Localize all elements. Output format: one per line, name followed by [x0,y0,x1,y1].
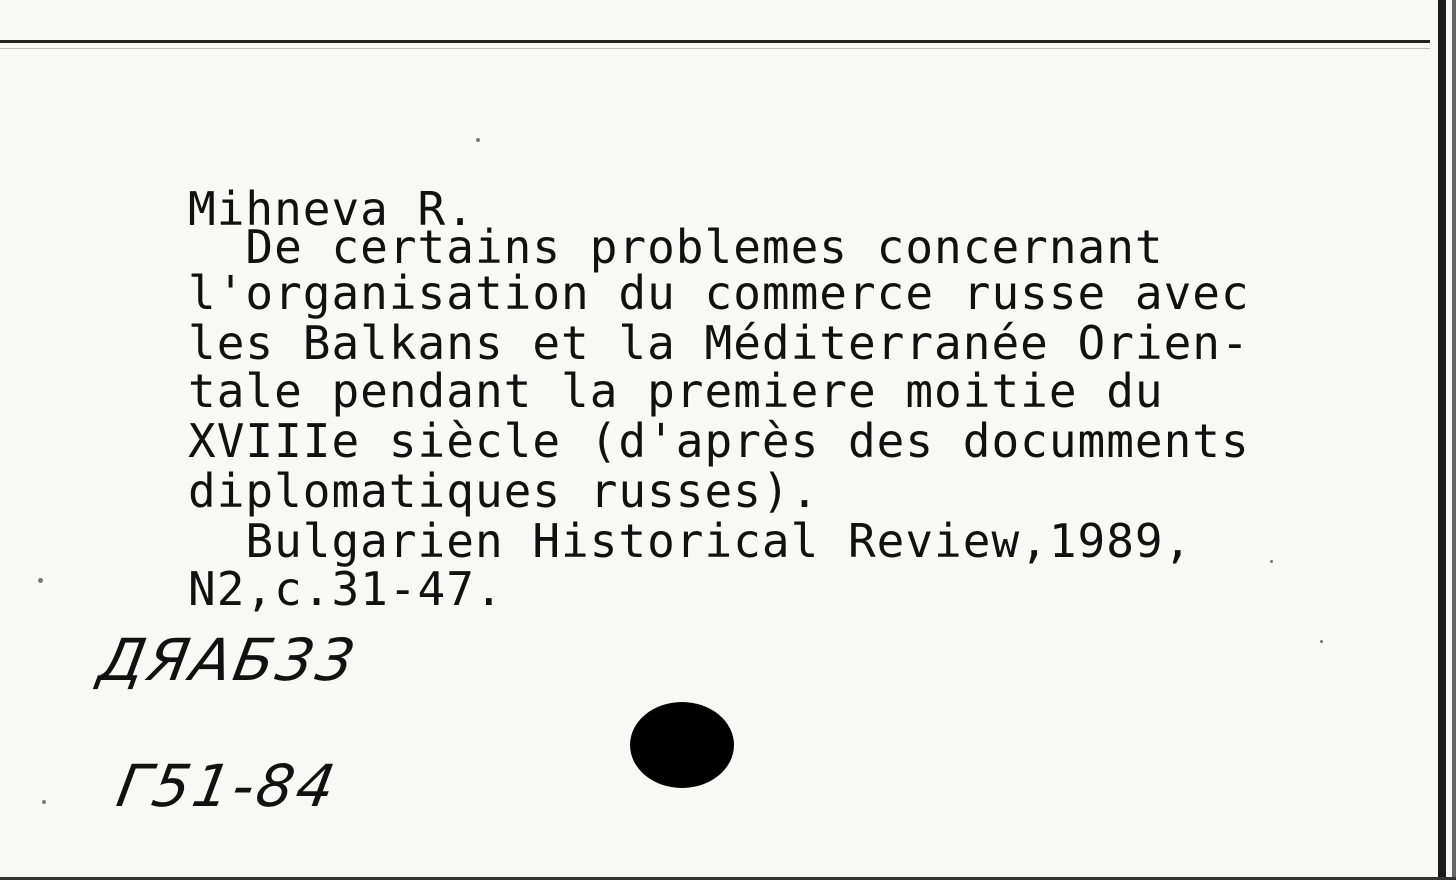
title-line-6: diplomatiques russes). [188,464,820,518]
scan-speck [42,800,46,804]
top-rule-line [0,40,1430,43]
card-right-edge-outer [1452,0,1456,880]
scan-speck [1320,640,1323,643]
top-rule-line-thin [0,48,1430,49]
handwritten-code-2: Г51-84 [112,752,343,820]
source-line-1: Bulgarien Historical Review,1989, [188,514,1193,568]
author-name: Mihneva R. [188,182,475,236]
title-line-3: les Balkans et la Méditerranée Orien- [188,316,1250,370]
scan-speck [1270,560,1273,563]
title-line-2: l'organisation du commerce russe avec [188,266,1250,320]
scan-speck [476,138,480,142]
card-right-edge [1438,0,1446,880]
title-line-5: XVIIIe siècle (d'après des documments [188,414,1250,468]
source-line-2: N2,c.31-47. [188,562,504,616]
handwritten-code-1: ДЯАБ33 [94,626,363,694]
title-line-4: tale pendant la premiere moitie du [188,364,1164,418]
punch-hole [630,702,734,788]
scan-speck [38,578,43,583]
title-line-1: De certains problemes concernant [188,220,1164,274]
